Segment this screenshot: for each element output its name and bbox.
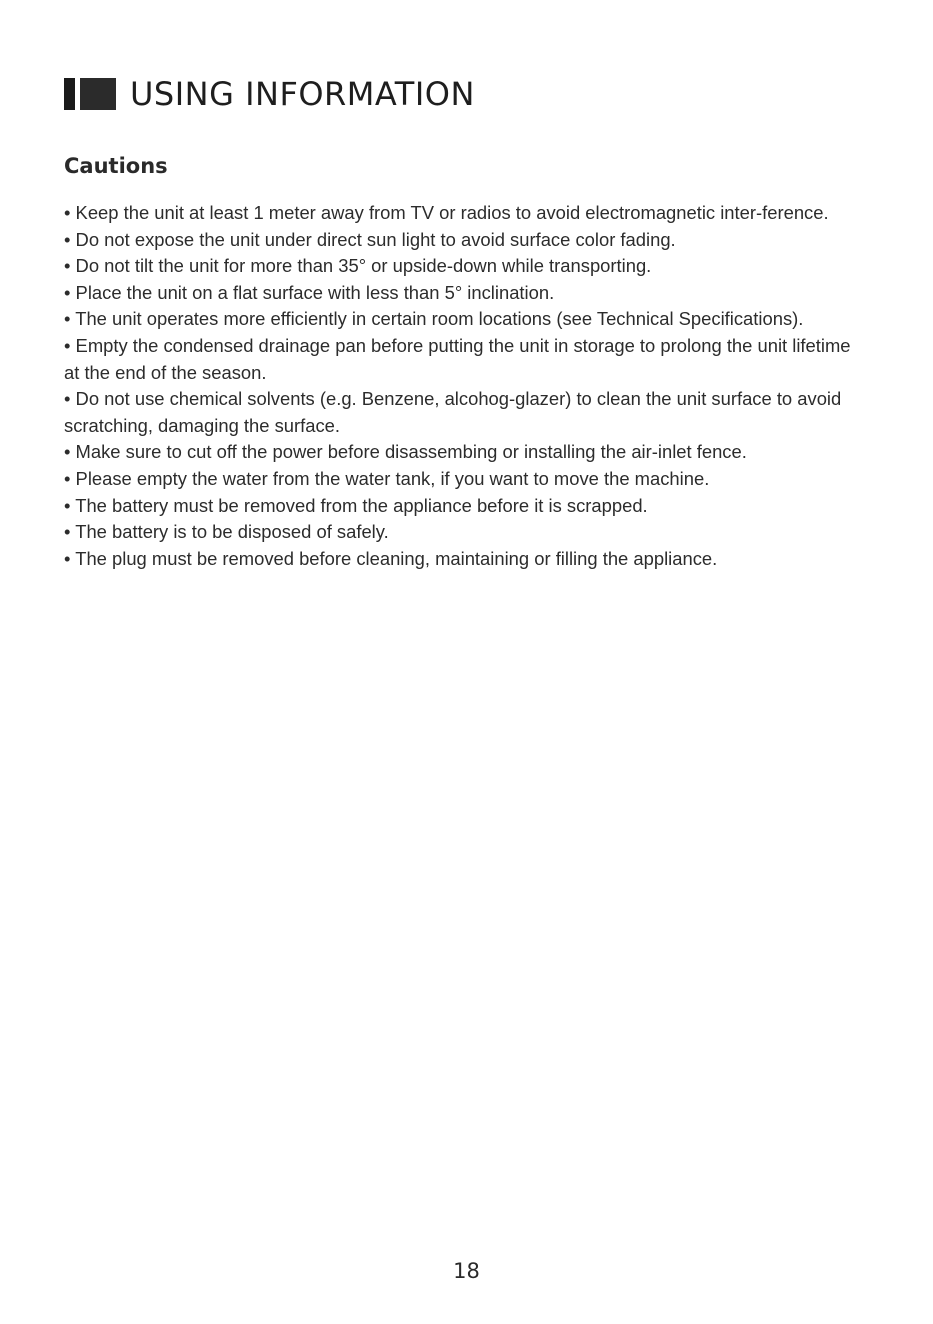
caution-item: • Keep the unit at least 1 meter away from TV or radios to avoid electromagnetic inter-ference.	[64, 202, 829, 223]
caution-item: • Do not expose the unit under direct sun light to avoid surface color fading.	[64, 228, 676, 250]
section-title: Cautions	[64, 154, 168, 178]
marker-block	[80, 78, 116, 110]
caution-item: • Do not tilt the unit for more than 35° or upside-down while transporting.	[64, 255, 652, 277]
caution-item: • The plug must be removed before cleaning, maintaining or filling the appliance.	[64, 547, 718, 569]
caution-item: • Please empty the water from the water tank, if you want to move the machine.	[64, 467, 710, 489]
page-number: 18	[453, 1259, 480, 1283]
caution-item: • Do not use chemical solvents (e.g. Benzene, alcohog-glazer) to clean the unit surface to avoid scratching, damaging the surface.	[64, 388, 842, 436]
caution-item: • The battery must be removed from the appliance before it is scrapped.	[64, 494, 648, 516]
page-header	[64, 72, 475, 116]
caution-item: • Place the unit on a flat surface with less than 5° inclination.	[64, 281, 555, 303]
caution-item: • The battery is to be disposed of safely.	[64, 521, 389, 543]
marker-bar	[64, 78, 75, 110]
caution-item: • Empty the condensed drainage pan before putting the unit in storage to prolong the unit lifetime at the end of the season.	[64, 334, 851, 383]
header-marker-icon	[64, 78, 116, 110]
cautions-list	[64, 200, 868, 572]
caution-item: • Make sure to cut off the power before disassembing or installing the air-inlet fence.	[64, 441, 747, 463]
page-title: USING INFORMATION	[130, 75, 475, 113]
caution-item: • The unit operates more efficiently in certain room locations (see Technical Specifications).	[64, 308, 804, 330]
